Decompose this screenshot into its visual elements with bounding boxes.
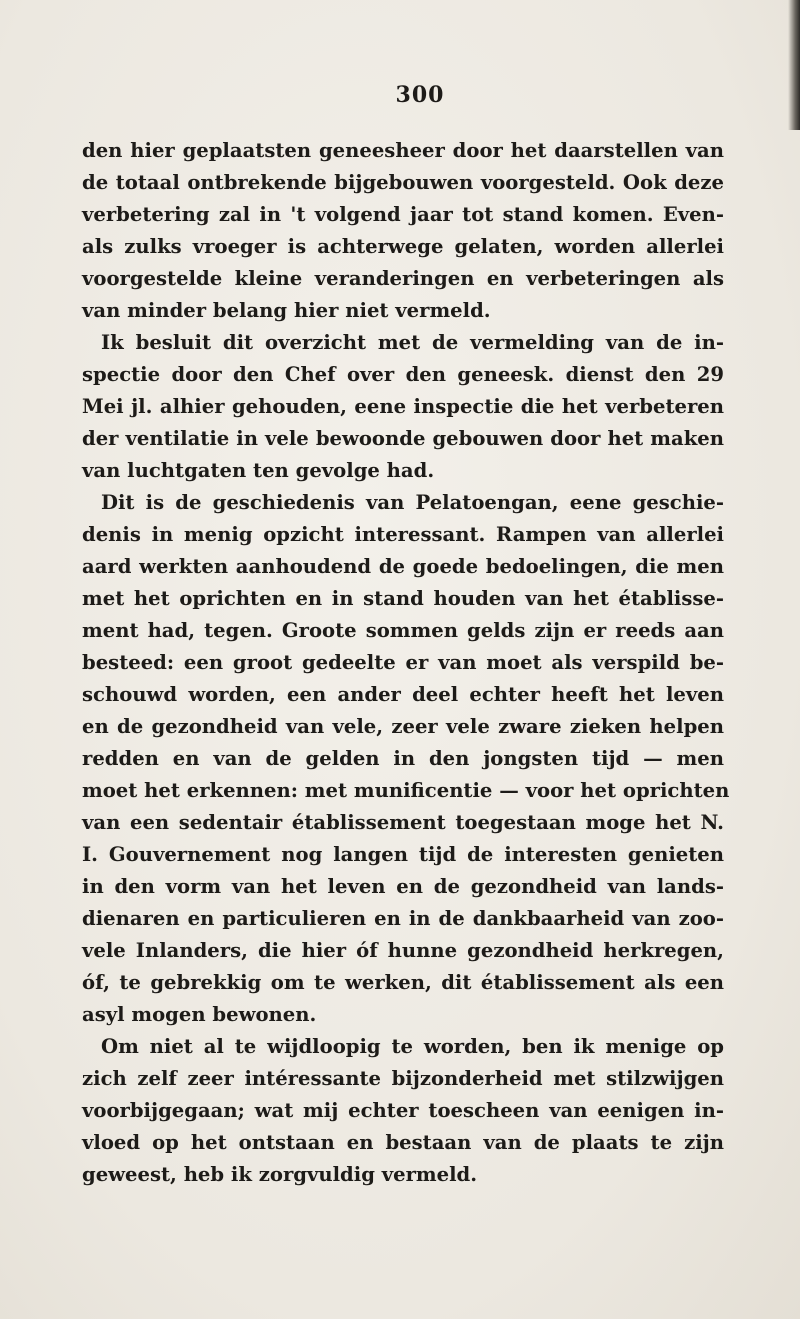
- text-line: Mei jl. alhier gehouden, eene inspectie die het verbeteren: [82, 395, 724, 418]
- text-line: ment had, tegen. Groote sommen gelds zijn er reeds aan: [82, 619, 724, 642]
- text-line: voorbijgegaan; wat mij echter toescheen van eenigen in-: [82, 1099, 724, 1122]
- text-line: met het oprichten en in stand houden van het établisse-: [82, 587, 724, 610]
- text-line: van minder belang hier niet vermeld.: [82, 299, 491, 322]
- text-line: van een sedentair établissement toegestaan moge het N.: [82, 811, 724, 834]
- text-line: den hier geplaatsten geneesheer door het daarstellen van: [82, 139, 724, 162]
- text-line: als zulks vroeger is achterwege gelaten, worden allerlei: [82, 235, 724, 258]
- text-line: verbetering zal in 't volgend jaar tot stand komen. Even-: [82, 203, 724, 226]
- page-number: 300: [395, 82, 445, 108]
- text-line: in den vorm van het leven en de gezondheid van lands-: [82, 875, 724, 898]
- text-line: voorgestelde kleine veranderingen en verbeteringen als: [82, 267, 724, 290]
- text-line: vloed op het ontstaan en bestaan van de plaats te zijn: [82, 1131, 724, 1154]
- text-line: de totaal ontbrekende bijgebouwen voorgesteld. Ook deze: [82, 171, 724, 194]
- text-line: óf, te gebrekkig om te werken, dit établissement als een: [82, 971, 724, 994]
- text-line: dienaren en particulieren en in de dankbaarheid van zoo-: [82, 907, 724, 930]
- text-line: I. Gouvernement nog langen tijd de interesten genieten: [82, 843, 724, 866]
- text-line: der ventilatie in vele bewoonde gebouwen door het maken: [82, 427, 724, 450]
- text-line: Om niet al te wijdloopig te worden, ben ik menige op: [101, 1035, 724, 1058]
- text-line: Ik besluit dit overzicht met de vermelding van de in-: [101, 331, 724, 354]
- text-line: spectie door den Chef over den geneesk. dienst den 29: [82, 363, 724, 386]
- page-edge-shadow: [788, 0, 800, 130]
- text-line: van luchtgaten ten gevolge had.: [82, 459, 435, 482]
- text-line: schouwd worden, een ander deel echter heeft het leven: [82, 683, 724, 706]
- text-line: redden en van de gelden in den jongsten tijd — men: [82, 747, 724, 770]
- text-line: en de gezondheid van vele, zeer vele zware zieken helpen: [82, 715, 724, 738]
- text-line: denis in menig opzicht interessant. Rampen van allerlei: [82, 523, 724, 546]
- text-line: geweest, heb ik zorgvuldig vermeld.: [82, 1163, 478, 1186]
- body-text: [82, 135, 730, 1191]
- text-line: vele Inlanders, die hier óf hunne gezondheid herkregen,: [82, 939, 724, 962]
- text-line: moet het erkennen: met munificentie — voor het oprichten: [82, 779, 730, 802]
- text-line: besteed: een groot gedeelte er van moet als verspild be-: [82, 651, 724, 674]
- text-line: Dit is de geschiedenis van Pelatoengan, eene geschie-: [101, 491, 724, 514]
- text-line: asyl mogen bewonen.: [82, 1003, 317, 1026]
- text-line: zich zelf zeer intéressante bijzonderheid met stilzwijgen: [82, 1067, 724, 1090]
- text-line: aard werkten aanhoudend de goede bedoelingen, die men: [82, 555, 724, 578]
